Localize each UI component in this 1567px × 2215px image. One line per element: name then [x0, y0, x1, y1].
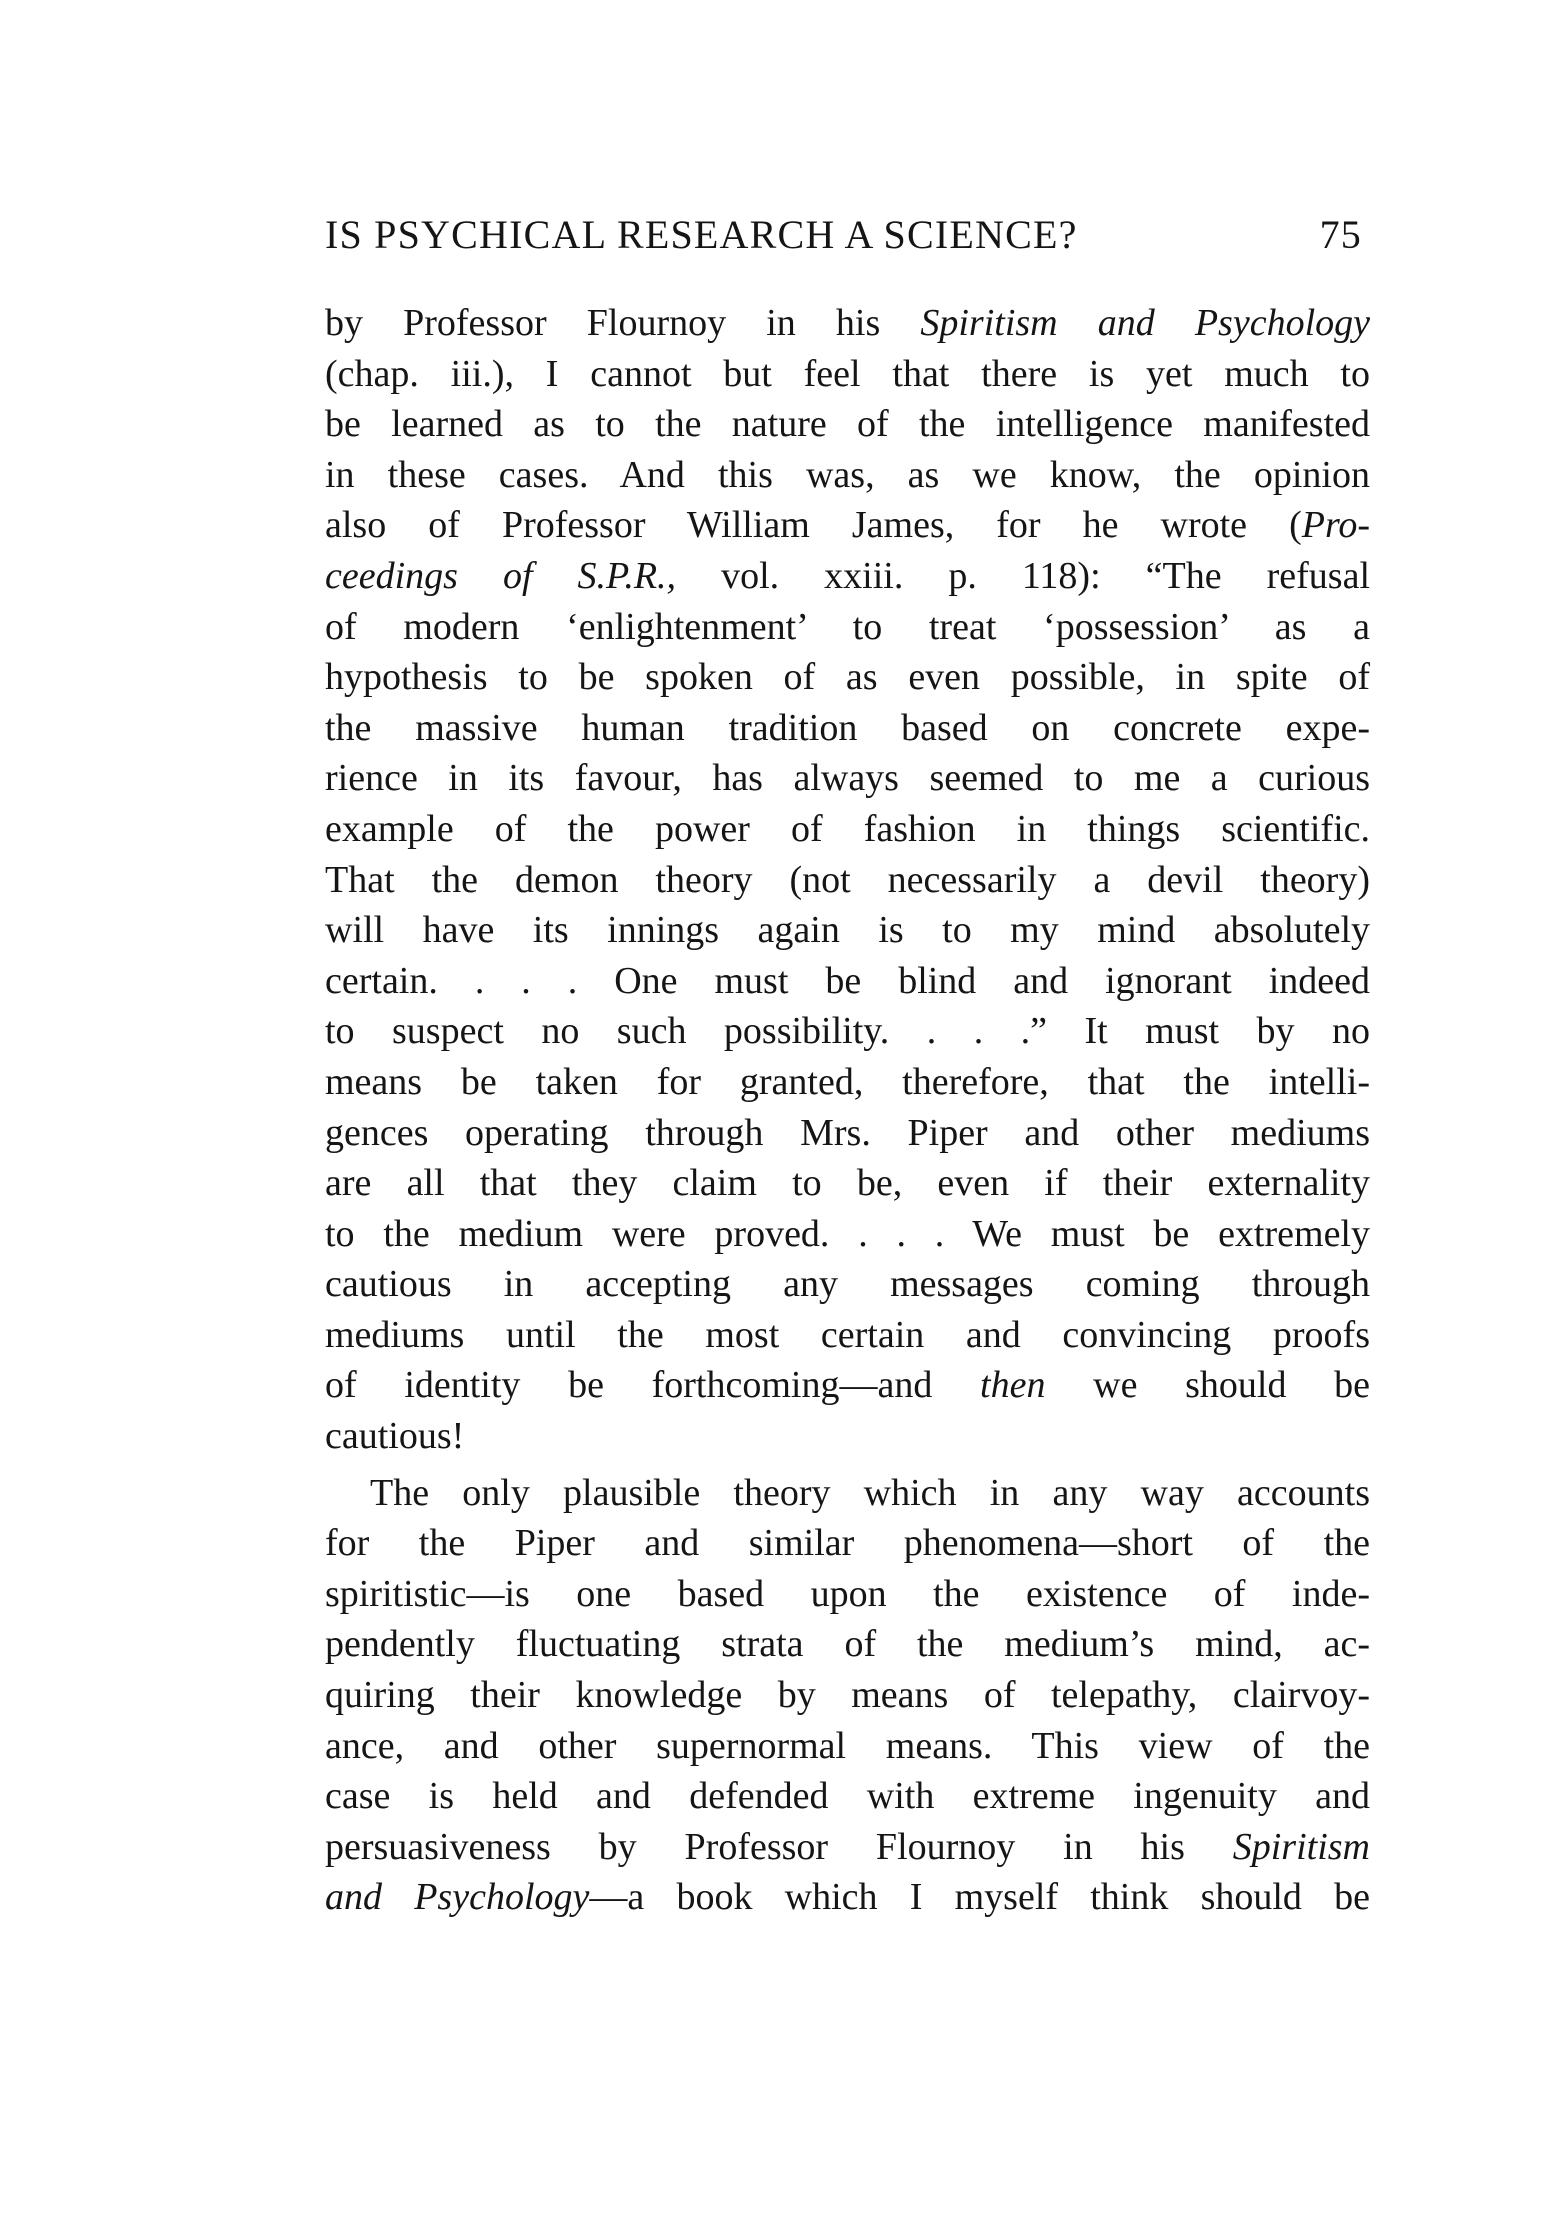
text-line: and Psychology—a book which I myself think should be: [325, 1876, 1371, 1919]
page-number: 75: [1319, 212, 1362, 257]
text-line: hypothesis to be spoken of as even possible, in spite of: [325, 656, 1370, 699]
text-line: of modern ‘enlightenment’ to treat ‘possession’ as a: [325, 605, 1370, 648]
text-line: rience in its favour, has always seemed to me a curious: [325, 757, 1370, 800]
text-line: ceedings of S.P.R., vol. xxiii. p. 118): “The refusal: [325, 554, 1370, 597]
text-line: That the demon theory (not necessarily a devil theory): [325, 858, 1370, 901]
text-line: (chap. iii.), I cannot but feel that there is yet much to: [325, 352, 1370, 395]
text-line: cautious!: [325, 1415, 465, 1458]
text-line: of identity be forthcoming—and then we should be: [325, 1364, 1370, 1407]
text-line: also of Professor William James, for he wrote (Pro-: [325, 504, 1370, 547]
text-line: be learned as to the nature of the intelligence manifested: [325, 403, 1370, 446]
text-line: ance, and other supernormal means. This view of the: [325, 1724, 1370, 1767]
text-line: case is held and defended with extreme ingenuity and: [325, 1775, 1370, 1818]
text-line: to the medium were proved. . . . We must be extremely: [325, 1212, 1370, 1255]
text-line: example of the power of fashion in things scientific.: [325, 807, 1370, 850]
text-line: certain. . . . One must be blind and ignorant indeed: [325, 959, 1370, 1002]
text-line: in these cases. And this was, as we know, the opinion: [325, 453, 1370, 496]
running-title: IS PSYCHICAL RESEARCH A SCIENCE?: [325, 212, 1078, 257]
text-line: will have its innings again is to my mind absolutely: [325, 909, 1370, 952]
text-line: to suspect no such possibility. . . .” It must by no: [325, 1010, 1370, 1053]
paragraph-1: [325, 298, 1370, 1462]
text-line: spiritistic—is one based upon the existence of inde-: [325, 1572, 1370, 1615]
text-line: The only plausible theory which in any way accounts: [370, 1471, 1370, 1514]
text-line: gences operating through Mrs. Piper and other mediums: [325, 1111, 1370, 1154]
text-line: quiring their knowledge by means of telepathy, clairvoy-: [325, 1674, 1370, 1717]
text-line: mediums until the most certain and convincing proofs: [325, 1313, 1370, 1356]
running-head: [325, 205, 1370, 265]
text-line: persuasiveness by Professor Flournoy in his Spiritism: [325, 1825, 1370, 1868]
text-line: pendently fluctuating strata of the medium’s mind, ac-: [325, 1623, 1370, 1666]
text-line: are all that they claim to be, even if their externality: [325, 1162, 1370, 1205]
body-text: [325, 298, 1370, 1923]
text-line: for the Piper and similar phenomena—short of the: [325, 1522, 1370, 1565]
paragraph-2: [325, 1468, 1370, 1923]
text-line: by Professor Flournoy in his Spiritism and Psychology: [325, 302, 1370, 344]
text-line: cautious in accepting any messages coming through: [325, 1263, 1370, 1306]
text-line: the massive human tradition based on concrete expe-: [325, 706, 1370, 749]
text-line: means be taken for granted, therefore, that the intelli-: [325, 1060, 1370, 1103]
